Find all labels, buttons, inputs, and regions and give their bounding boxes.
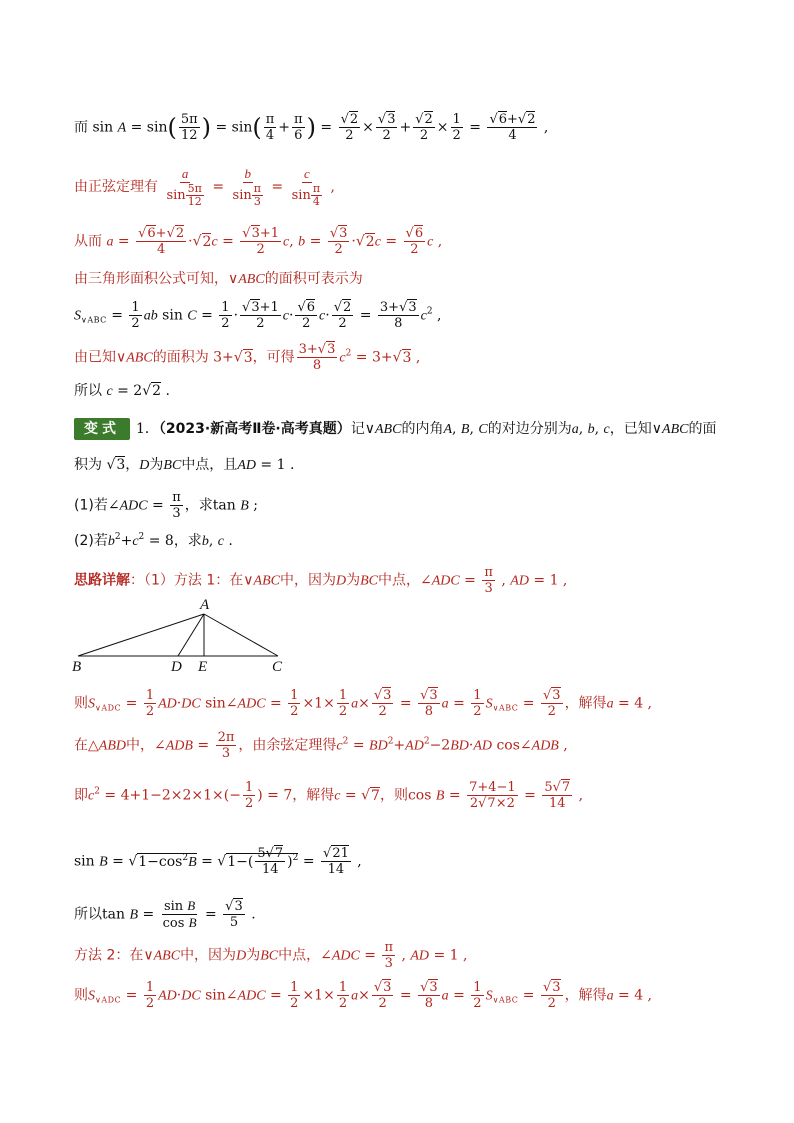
question-1: (1)若∠ADC = $\frac{\pi}{3}$ ，求tan B ; (74, 490, 258, 521)
line-abd: 在△ABD中，∠ADB = $\frac{2\pi}{3}$ ，由余弦定理得$c^2 = BD^2+AD^2-2BD\cdot AD$ cos∠ADB , (74, 730, 568, 761)
line-tanB: 所以tan B = $\frac{\text{sin B}}{\text{cos B}}$ = $\frac{√3}{5}$ . (74, 898, 256, 931)
line-sinB: $\sin B = √1-\cos^2B = √1-$( $\frac{5√7}{14}$ )$^2$ = $\frac{√21}{14}$ , (74, 846, 362, 877)
line-area-intro: 由三角形面积公式可知，∨ABC的面积可表示为 (74, 271, 363, 287)
point-D: D (171, 659, 182, 674)
line-sine-law: 由正弦定理有 a sin $\frac{5\pi}{12}$ = b sin $\frac{\pi}{3}$ = c sin $\frac{\pi}{4}$ , (74, 166, 335, 208)
variant-line2: 积为 √3，D为BC中点，且AD = 1 . (74, 457, 295, 473)
solution-intro: 思路详解：（1）方法 1：在∨ABC中，因为D为BC中点，∠ADC = $\frac{\pi}{3}$ , AD = 1 , (74, 565, 568, 596)
segment-AC (204, 614, 278, 656)
line-a-b: 从而 a = $\frac{√6+√2}{4}$ ·√2c = $\frac{√3+1}{2}$ c, b = $\frac{√3}{2}$ ·√2c = $\frac{√6}{2}$ c , (74, 226, 443, 257)
line-area-adc-2: 则$S_{\vee ADC}$ = $\frac{1}{2}$ AD·DC sin∠ADC = $\frac{1}{2}$ ×1× $\frac{1}{2}$ a× $\frac{√3}{2}$ = $\frac{√3}{8}$ a = $\frac{1}{2}$ $S_{\vee ABC}$ = $\frac{√3}{2}$ ，解得a = 4 , (74, 980, 653, 1011)
line-c-result: 所以 c = 2√2 . (74, 383, 170, 399)
line-area-formula: $S_{\vee ABC}$ = $\frac{1}{2}$ ab sin C = $\frac{1}{2}$ · $\frac{√3+1}{2}$ c· $\frac{√6}{2}$ c· $\frac{√2}{2}$ = $\frac{3+√3}{8}$ $c^2$ , (74, 300, 442, 331)
line-sinA: 而 sin A = sin( $\frac{5\pi}{12}$ ) = sin( $\frac{\pi}{4}$ + $\frac{\pi}{6}$ ) = $\frac{√2}{2}$ × $\frac{√3}{2}$ + $\frac{√2}{2}$ × $\frac{1}{2}$ = $\frac{√6+√2}{4}$ , (74, 112, 549, 143)
point-B: B (72, 659, 82, 674)
segment-AB (78, 614, 204, 656)
point-A: A (200, 597, 210, 613)
line-c-value: 即$c^2 = 4+1-2\times 2\times 1\times(-$ $\frac{1}{2}$ ) = 7，解得c = √7，则cos B = $\frac{7+4-1}{2√7\times 2}$ = $\frac{5√7}{14}$ , (74, 780, 584, 811)
segment-AD (178, 614, 204, 656)
variant-header: 变式 1．（2023·新高考Ⅱ卷·高考真题）记∨ABC的内角A, B, C的对边分别为a, b, c，已知∨ABC的面 (74, 418, 716, 440)
triangle-diagram (70, 594, 300, 674)
method2-intro: 方法 2：在∨ABC中，因为D为BC中点，∠ADC = $\frac{\pi}{3}$ , AD = 1 , (74, 940, 468, 971)
point-C: C (272, 659, 283, 674)
line-area-adc: 则$S_{\vee ADC}$ = $\frac{1}{2}$ AD·DC sin∠ADC = $\frac{1}{2}$ ×1× $\frac{1}{2}$ a× $\frac{√3}{2}$ = $\frac{√3}{8}$ a = $\frac{1}{2}$ $S_{\vee ABC}$ = $\frac{√3}{2}$ ，解得a = 4 , (74, 688, 653, 719)
line-known-area: 由已知∨ABC的面积为 3+√3，可得 $\frac{3+√3}{8}$ $c^2 = 3+√3$ , (74, 342, 421, 373)
variant-badge: 变式 (74, 418, 130, 440)
point-E: E (198, 659, 208, 674)
question-2: (2)若$b^2+c^2 = 8$，求b, c . (74, 532, 233, 549)
